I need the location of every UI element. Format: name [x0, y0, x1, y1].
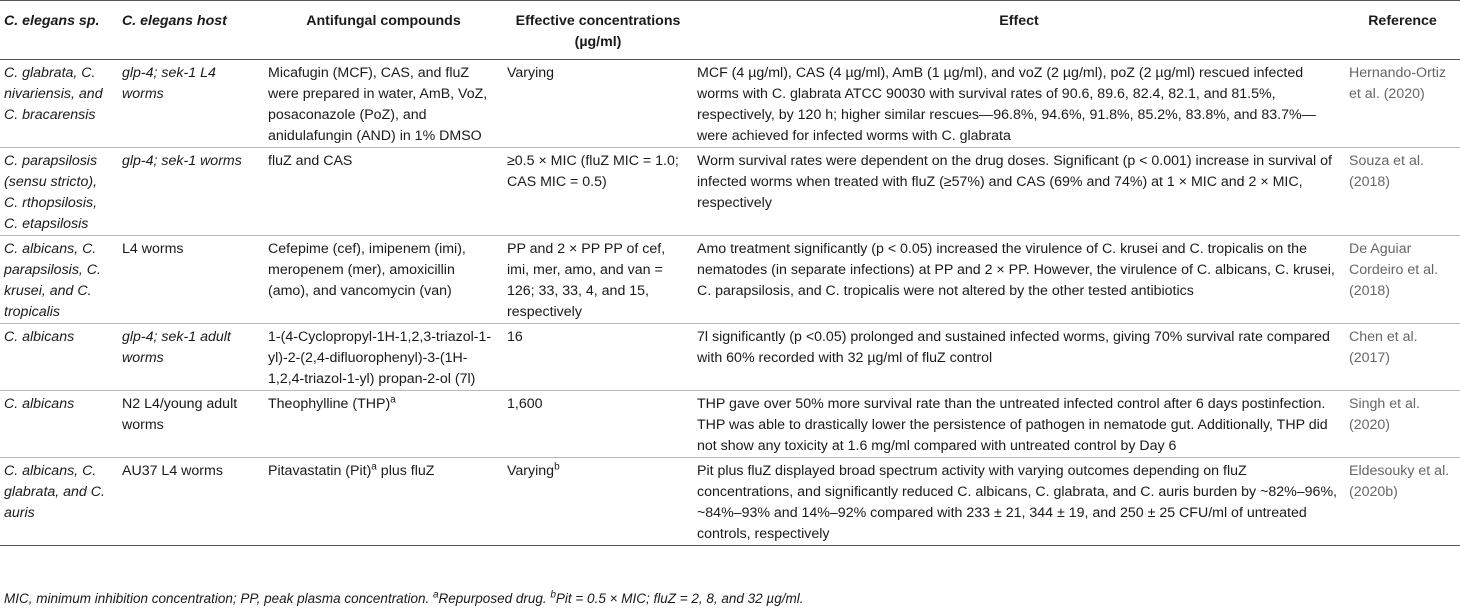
table-row	[0, 60, 1460, 148]
cell-species: C. parapsilosis (sensu stricto), C. rthopsilosis, C. etapsilosis	[0, 148, 118, 236]
cell-compounds: 1-(4-Cyclopropyl-1H-1,2,3-triazol-1-yl)-2-(2,4-difluorophenyl)-3-(1H-1,2,4-triazol-1-yl) propan-2-ol (7l)	[264, 324, 503, 391]
header-row	[0, 1, 1460, 60]
cell-effect: Pit plus fluZ displayed broad spectrum activity with varying outcomes depending on fluZ concentrations, and significantly reduced C. albicans, C. glabrata, and C. auris burden by ~82%–96%, ~84%–93% and 14%–92% compared with 233 ± 21, 344 ± 19, and 250 ± 25 CFU/ml of untreated controls, respectively	[693, 458, 1345, 546]
cell-effect: Amo treatment significantly (p < 0.05) increased the virulence of C. krusei and C. tropicalis on the nematodes (in separate infections) at PP and 2 × PP. However, the virulence of C. albicans, C. krusei, C. parapsilosis, and C. tropicalis were not altered by the other tested antibiotics	[693, 236, 1345, 324]
cell-compounds: Micafugin (MCF), CAS, and fluZ were prepared in water, AmB, VoZ, posaconazole (PoZ), and anidulafungin (AND) in 1% DMSO	[268, 65, 488, 144]
cell-concentrations: Varying	[507, 65, 555, 81]
header-compounds: Antifungal compounds	[306, 13, 461, 29]
cell-concentrations: 1,600	[503, 391, 693, 458]
cell-compounds: Cefepime (cef), imipenem (imi), meropenem (mer), amoxicillin (amo), and vancomycin (van)	[264, 236, 503, 324]
cell-concentrations: 16	[503, 324, 693, 391]
cell-species: C. albicans	[0, 324, 118, 391]
table-row	[0, 148, 1460, 236]
cell-compounds: fluZ and CAS	[264, 148, 503, 236]
cell-host: N2 L4/young adult worms	[118, 391, 264, 458]
cell-compounds: Pitavastatin (Pit)$^a$ plus fluZ	[264, 458, 503, 546]
cell-reference[interactable]: Hernando-Ortiz et al. (2020)	[1349, 65, 1446, 102]
cell-concentrations: PP and 2 × PP PP of cef, imi, mer, amo, and van = 126; 33, 33, 4, and 15, respectively	[503, 236, 693, 324]
cell-host: AU37 L4 worms	[118, 458, 264, 546]
cell-reference[interactable]: Eldesouky et al. (2020b)	[1345, 458, 1460, 546]
header-species: C. elegans sp.	[4, 13, 100, 29]
header-reference: Reference	[1368, 13, 1437, 29]
table-row	[0, 391, 1460, 458]
cell-host: glp-4; sek-1 worms	[118, 148, 264, 236]
cell-species: C. albicans, C. parapsilosis, C. krusei, and C. tropicalis	[0, 236, 118, 324]
header-concentrations: Effective concentrations (µg/ml)	[515, 13, 681, 50]
cell-concentrations: Varying$^b$	[503, 458, 693, 546]
table-row	[0, 458, 1460, 546]
cell-reference[interactable]: Souza et al. (2018)	[1345, 148, 1460, 236]
cell-concentrations: ≥0.5 × MIC (fluZ MIC = 1.0; CAS MIC = 0.5)	[503, 148, 693, 236]
header-effect: Effect	[999, 13, 1039, 29]
cell-reference[interactable]: Singh et al. (2020)	[1345, 391, 1460, 458]
cell-host: glp-4; sek-1 adult worms	[118, 324, 264, 391]
cell-effect: MCF (4 µg/ml), CAS (4 µg/ml), AmB (1 µg/ml), and voZ (2 µg/ml), poZ (2 µg/ml) rescued infected worms with C. glabrata ATCC 90030 with survival rates of 90.6, 89.6, 82.4, 82.1, and 81.5%, respectively, by 120 h; higher similar rescues—96.8%, 94.6%, 91.8%, 85.2%, 83.8%, and 83.7%—were achieved for infected worms with C. glabrata	[697, 65, 1316, 144]
cell-species: C. albicans, C. glabrata, and C. auris	[0, 458, 118, 546]
cell-effect: 7l significantly (p <0.05) prolonged and sustained infected worms, giving 70% survival rate compared with 60% recorded with 32 µg/ml of fluZ control	[693, 324, 1345, 391]
cell-species: C. glabrata, C. nivariensis, and C. bracarensis	[4, 65, 103, 123]
cell-species: C. albicans	[0, 391, 118, 458]
cell-host: glp-4; sek-1 L4 worms	[122, 65, 216, 102]
table-row	[0, 324, 1460, 391]
cell-effect: Worm survival rates were dependent on the drug doses. Significant (p < 0.001) increase in survival of infected worms when treated with fluZ (≥57%) and CAS (69% and 74%) at 1 × MIC and 2 × MIC, respectively	[693, 148, 1345, 236]
cell-reference[interactable]: De Aguiar Cordeiro et al. (2018)	[1345, 236, 1460, 324]
cell-effect: THP gave over 50% more survival rate than the untreated infected control after 6 days postinfection. THP was able to drastically lower the persistence of pathogen in nematode gut. Additionally, THP did not show any toxicity at 1.6 mg/ml compared with untreated control by Day 6	[693, 391, 1345, 458]
cell-host: L4 worms	[118, 236, 264, 324]
table-row	[0, 236, 1460, 324]
cell-reference[interactable]: Chen et al. (2017)	[1345, 324, 1460, 391]
header-host: C. elegans host	[122, 13, 227, 29]
cell-compounds: Theophylline (THP)$^a$	[264, 391, 503, 458]
table-footnote: MIC, minimum inhibition concentration; PP, peak plasma concentration. $^a$Repurposed drug. $^b$Pit = 0.5 × MIC; fluZ = 2, 8, and 32 µg/ml.	[4, 589, 804, 606]
